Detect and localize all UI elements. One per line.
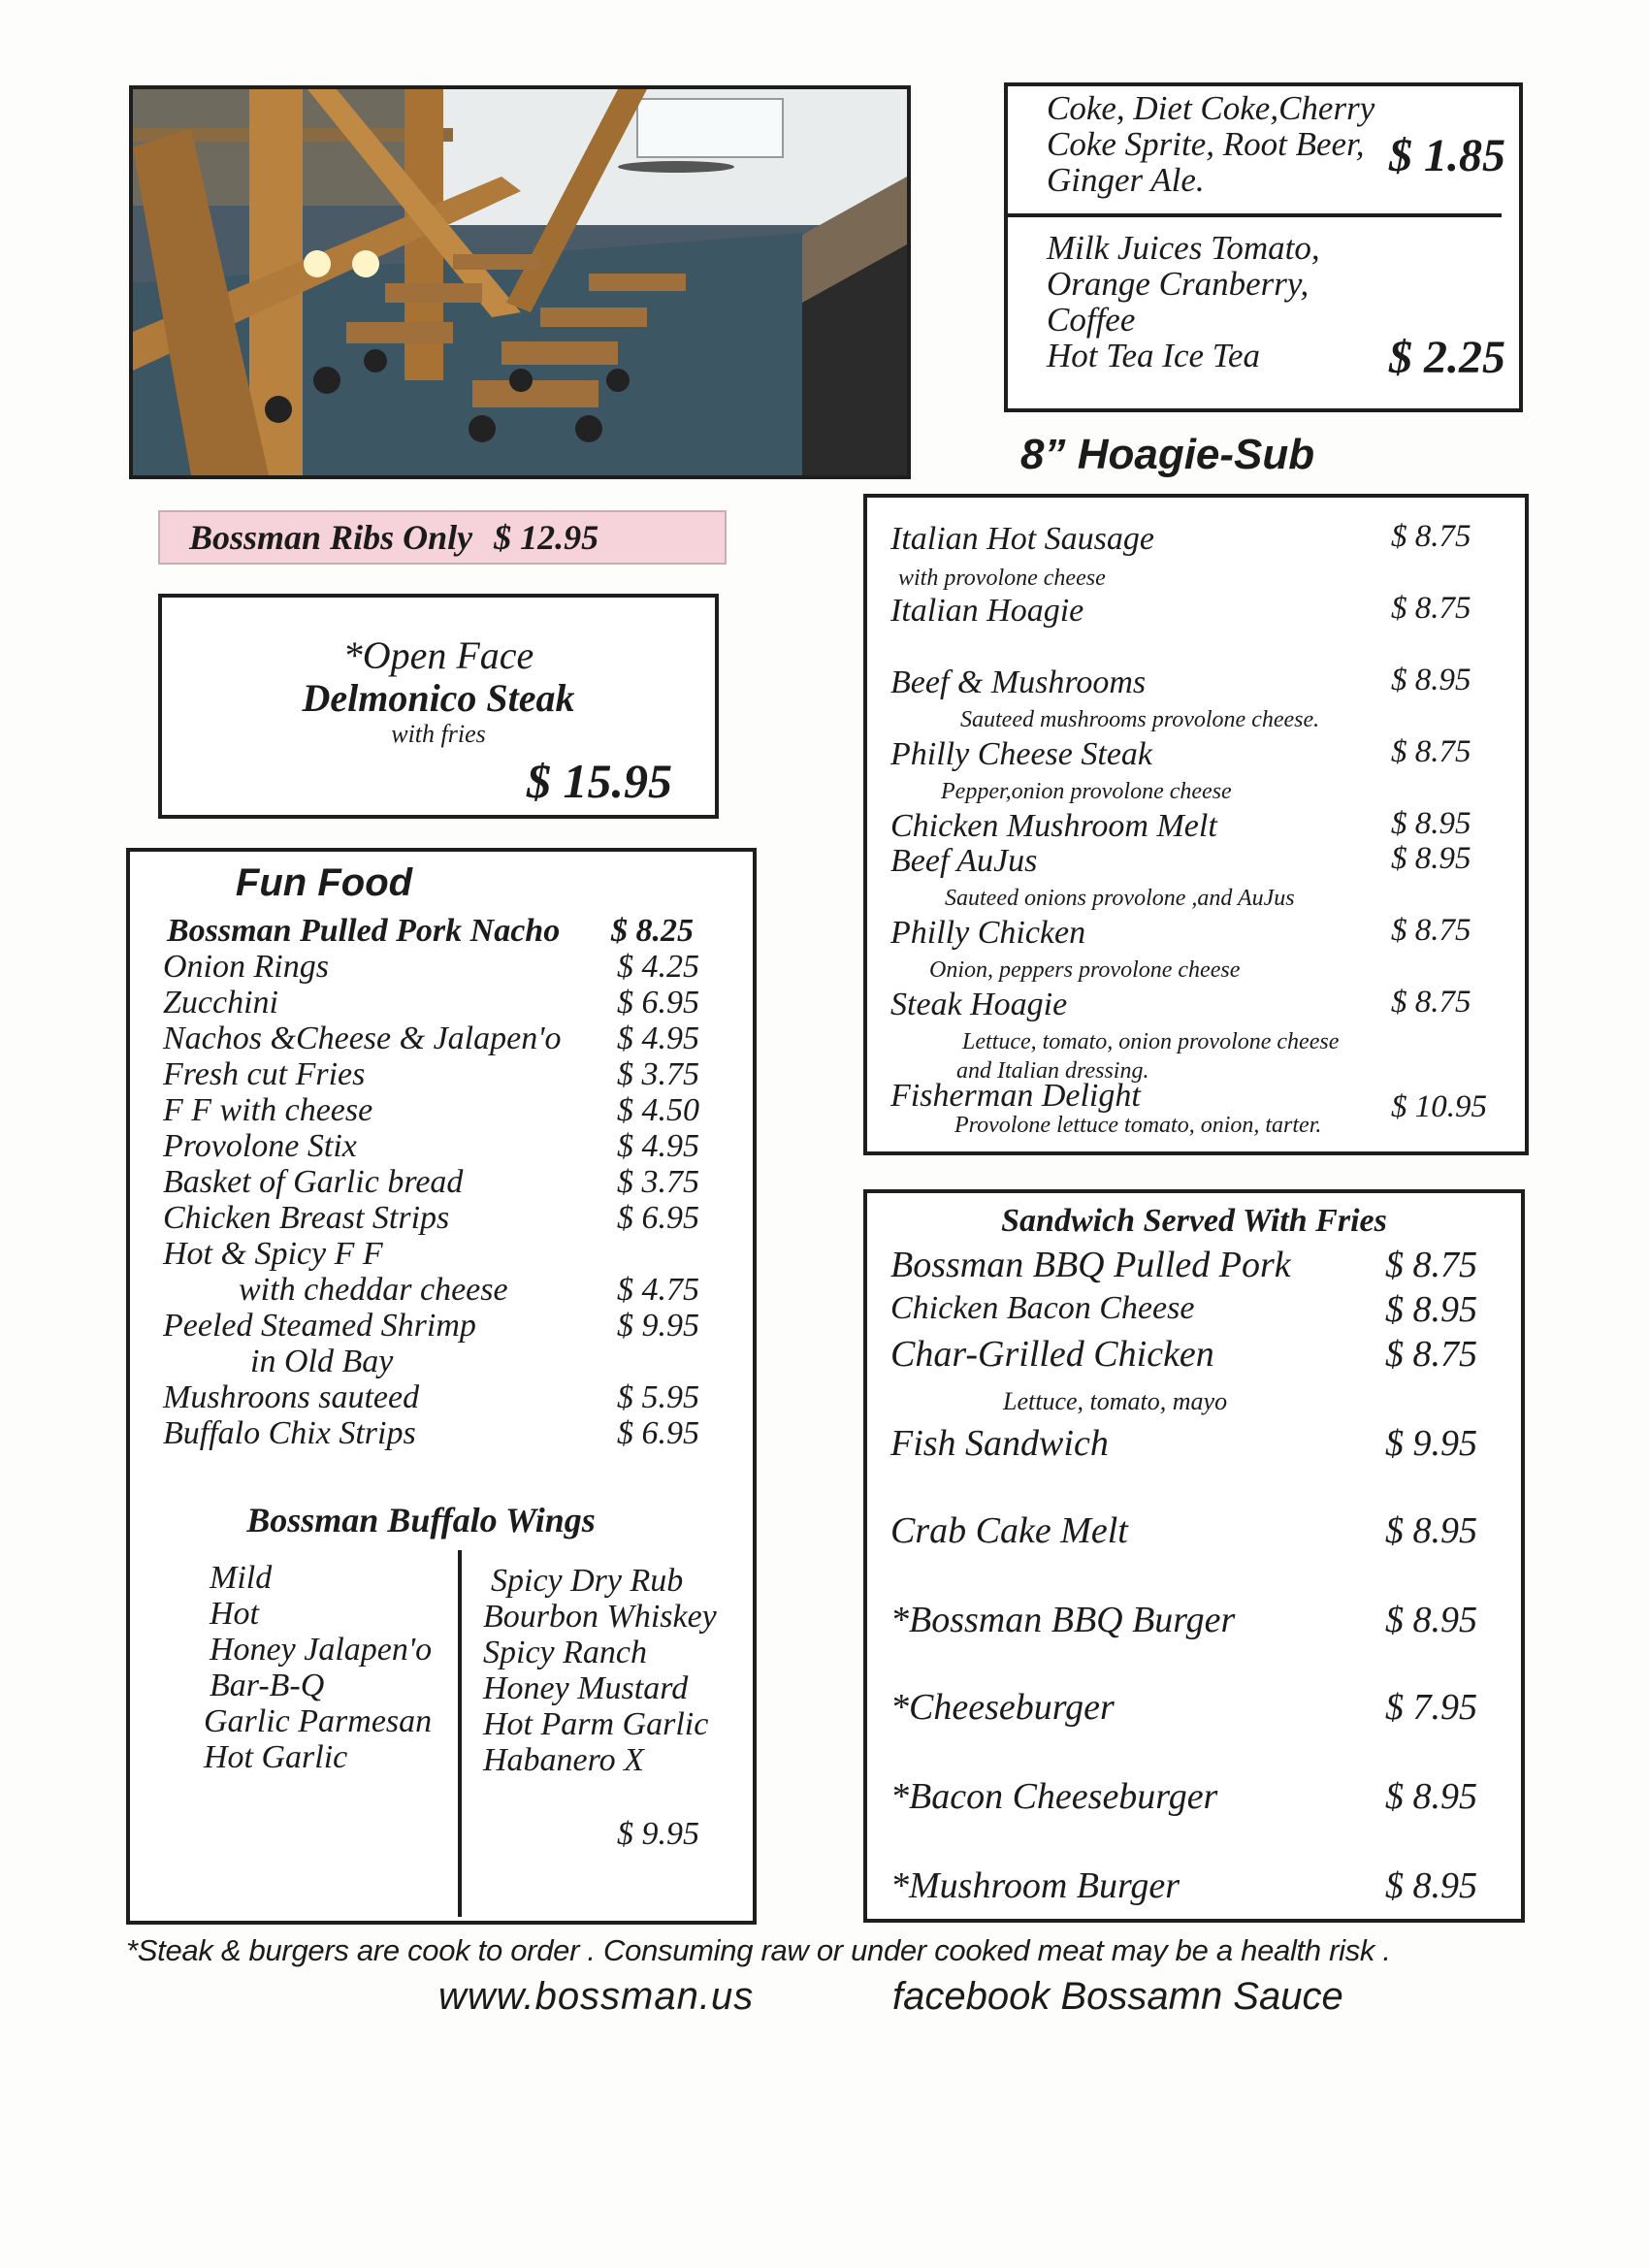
menu-item-price: $ 8.95 xyxy=(1385,1289,1477,1330)
menu-item-name: Italian Hoagie xyxy=(890,593,1084,629)
item-name: with cheddar cheese xyxy=(239,1272,508,1308)
menu-item-desc: Onion, peppers provolone cheese xyxy=(929,957,1241,983)
item-name: Buffalo Chix Strips xyxy=(163,1415,416,1451)
menu-item-name: *Bacon Cheeseburger xyxy=(890,1776,1218,1817)
fun-food-title: Fun Food xyxy=(235,861,413,904)
menu-item-desc: with provolone cheese xyxy=(898,566,1106,591)
menu-item-price: $ 8.95 xyxy=(1391,806,1471,841)
fun-food-box xyxy=(126,848,757,1925)
item-price: $ 4.95 xyxy=(617,1021,699,1056)
menu-item-price: $ 8.75 xyxy=(1391,734,1471,769)
soda-price: $ 1.85 xyxy=(1389,130,1505,181)
other-drinks-line-4: Hot Tea Ice Tea xyxy=(1047,337,1261,374)
item-name: Onion Rings xyxy=(163,949,329,985)
other-drinks-line-3: Coffee xyxy=(1047,301,1136,339)
wings-divider xyxy=(458,1550,462,1917)
item-price: $ 4.95 xyxy=(617,1128,699,1164)
menu-item-price: $ 8.95 xyxy=(1385,1865,1477,1906)
menu-item-price: $ 8.95 xyxy=(1385,1776,1477,1817)
item-price: $ 6.95 xyxy=(617,1200,699,1236)
item-name: Peeled Steamed Shrimp xyxy=(163,1308,476,1344)
item-name: Nachos &Cheese & Jalapen'o xyxy=(163,1021,562,1056)
wing-flavor: Bar-B-Q xyxy=(210,1668,325,1703)
menu-item-desc: Provolone lettuce tomato, onion, tarter. xyxy=(954,1113,1322,1138)
menu-item-desc: Sauteed onions provolone ,and AuJus xyxy=(945,886,1295,911)
health-disclaimer: *Steak & burgers are cook to order . Consuming raw or under cooked meat may be a health risk . xyxy=(126,1933,1391,1967)
menu-item-name: Crab Cake Melt xyxy=(890,1510,1128,1551)
menu-item-name: *Mushroom Burger xyxy=(890,1865,1180,1906)
item-price: $ 4.75 xyxy=(617,1272,699,1308)
item-name: Bossman Pulled Pork Nacho xyxy=(167,913,561,949)
wing-flavor: Hot Garlic xyxy=(204,1739,348,1775)
menu-item-desc: Sauteed mushrooms provolone cheese. xyxy=(960,707,1320,732)
wing-flavor: Hot Parm Garlic xyxy=(483,1706,709,1742)
ribs-banner xyxy=(158,510,727,565)
menu-item-name: *Bossman BBQ Burger xyxy=(890,1600,1236,1640)
wings-title: Bossman Buffalo Wings xyxy=(246,1501,596,1539)
wing-flavor: Spicy Dry Rub xyxy=(491,1563,684,1599)
item-name: Provolone Stix xyxy=(163,1128,357,1164)
ribs-price: $ 12.95 xyxy=(494,518,599,557)
item-name: in Old Bay xyxy=(250,1344,394,1379)
menu-item-name: Philly Chicken xyxy=(890,915,1086,951)
wing-flavor: Garlic Parmesan xyxy=(204,1703,433,1739)
menu-item-price: $ 8.75 xyxy=(1391,913,1471,948)
dining-room-illustration xyxy=(133,89,907,475)
facebook-text: facebook Bossamn Sauce xyxy=(892,1975,1343,2018)
menu-item-desc: Lettuce, tomato, mayo xyxy=(1003,1387,1228,1415)
menu-item-name: *Cheeseburger xyxy=(890,1687,1115,1728)
menu-item-name: Chicken Mushroom Melt xyxy=(890,808,1217,844)
wing-flavor: Habanero X xyxy=(483,1742,644,1778)
restaurant-photo xyxy=(129,85,911,479)
item-name: Hot & Spicy F F xyxy=(163,1236,383,1272)
other-drinks-price: $ 2.25 xyxy=(1389,332,1505,383)
steak-price: $ 15.95 xyxy=(527,754,672,808)
menu-item-price: $ 8.75 xyxy=(1385,1334,1477,1375)
item-price: $ 4.25 xyxy=(617,949,699,985)
item-price: $ 8.25 xyxy=(611,913,694,949)
ribs-label: Bossman Ribs Only xyxy=(189,518,473,557)
wing-flavor: Bourbon Whiskey xyxy=(483,1599,717,1635)
item-price: $ 6.95 xyxy=(617,985,699,1021)
other-drinks-line-1: Milk Juices Tomato, xyxy=(1047,229,1320,267)
sandwich-box xyxy=(863,1189,1525,1923)
menu-item-price: $ 7.95 xyxy=(1385,1687,1477,1728)
menu-item-price: $ 8.95 xyxy=(1391,841,1471,876)
soda-line-2: Coke Sprite, Root Beer, xyxy=(1047,125,1365,163)
soda-line-1: Coke, Diet Coke,Cherry xyxy=(1047,89,1375,127)
steak-note: with fries xyxy=(391,720,486,748)
menu-item-name: Char-Grilled Chicken xyxy=(890,1334,1214,1375)
menu-item-name: Fisherman Delight xyxy=(890,1078,1141,1114)
menu-item-price: $ 8.75 xyxy=(1391,519,1471,554)
steak-line-2: Delmonico Steak xyxy=(302,676,575,720)
wing-flavor: Spicy Ranch xyxy=(483,1635,647,1670)
item-price: $ 5.95 xyxy=(617,1379,699,1415)
menu-item-name: Fish Sandwich xyxy=(890,1423,1109,1464)
item-price: $ 9.95 xyxy=(617,1308,699,1344)
menu-item-name: Beef & Mushrooms xyxy=(890,664,1147,700)
website-link[interactable]: www.bossman.us xyxy=(438,1975,755,2018)
menu-item-price: $ 9.95 xyxy=(1385,1423,1477,1464)
drinks-divider xyxy=(1008,213,1502,217)
menu-item-name: Beef AuJus xyxy=(890,843,1038,879)
menu-item-name: Steak Hoagie xyxy=(890,987,1068,1022)
item-price: $ 6.95 xyxy=(617,1415,699,1451)
item-name: Basket of Garlic bread xyxy=(163,1164,464,1200)
item-name: Chicken Breast Strips xyxy=(163,1200,450,1236)
item-name: Mushroons sauteed xyxy=(163,1379,420,1415)
other-drinks-line-2: Orange Cranberry, xyxy=(1047,265,1310,303)
wings-price: $ 9.95 xyxy=(617,1816,699,1852)
wing-flavor: Mild xyxy=(210,1560,273,1596)
steak-box xyxy=(158,594,719,819)
menu-item-name: Italian Hot Sausage xyxy=(890,521,1154,557)
menu-item-price: $ 8.95 xyxy=(1391,663,1471,697)
menu-item-price: $ 10.95 xyxy=(1391,1089,1487,1124)
item-price: $ 3.75 xyxy=(617,1164,699,1200)
item-name: Fresh cut Fries xyxy=(163,1056,366,1092)
menu-item-price: $ 8.75 xyxy=(1391,591,1471,626)
menu-item-price: $ 8.95 xyxy=(1385,1600,1477,1640)
item-name: Zucchini xyxy=(163,985,278,1021)
menu-item-price: $ 8.95 xyxy=(1385,1510,1477,1551)
menu-item-name: Bossman BBQ Pulled Pork xyxy=(890,1245,1291,1285)
sandwich-title: Sandwich Served With Fries xyxy=(1001,1203,1387,1239)
hoagie-box xyxy=(863,494,1529,1155)
hoagie-section-title: 8” Hoagie-Sub xyxy=(1020,431,1315,478)
drinks-box xyxy=(1004,82,1523,412)
menu-item-name: Chicken Bacon Cheese xyxy=(890,1290,1195,1326)
menu-item-desc-2: and Italian dressing. xyxy=(956,1058,1149,1084)
steak-line-1: *Open Face xyxy=(342,633,534,677)
menu-item-desc: Pepper,onion provolone cheese xyxy=(941,779,1232,804)
menu-item-price: $ 8.75 xyxy=(1385,1245,1477,1285)
item-price: $ 4.50 xyxy=(617,1092,699,1128)
soda-line-3: Ginger Ale. xyxy=(1047,161,1205,199)
item-name: F F with cheese xyxy=(163,1092,373,1128)
item-price: $ 3.75 xyxy=(617,1056,699,1092)
wing-flavor: Hot xyxy=(210,1596,259,1632)
wing-flavor: Honey Jalapen'o xyxy=(210,1632,433,1668)
wing-flavor: Honey Mustard xyxy=(483,1670,689,1706)
menu-item-desc: Lettuce, tomato, onion provolone cheese xyxy=(962,1029,1340,1054)
menu-item-name: Philly Cheese Steak xyxy=(890,736,1153,772)
menu-item-price: $ 8.75 xyxy=(1391,985,1471,1020)
